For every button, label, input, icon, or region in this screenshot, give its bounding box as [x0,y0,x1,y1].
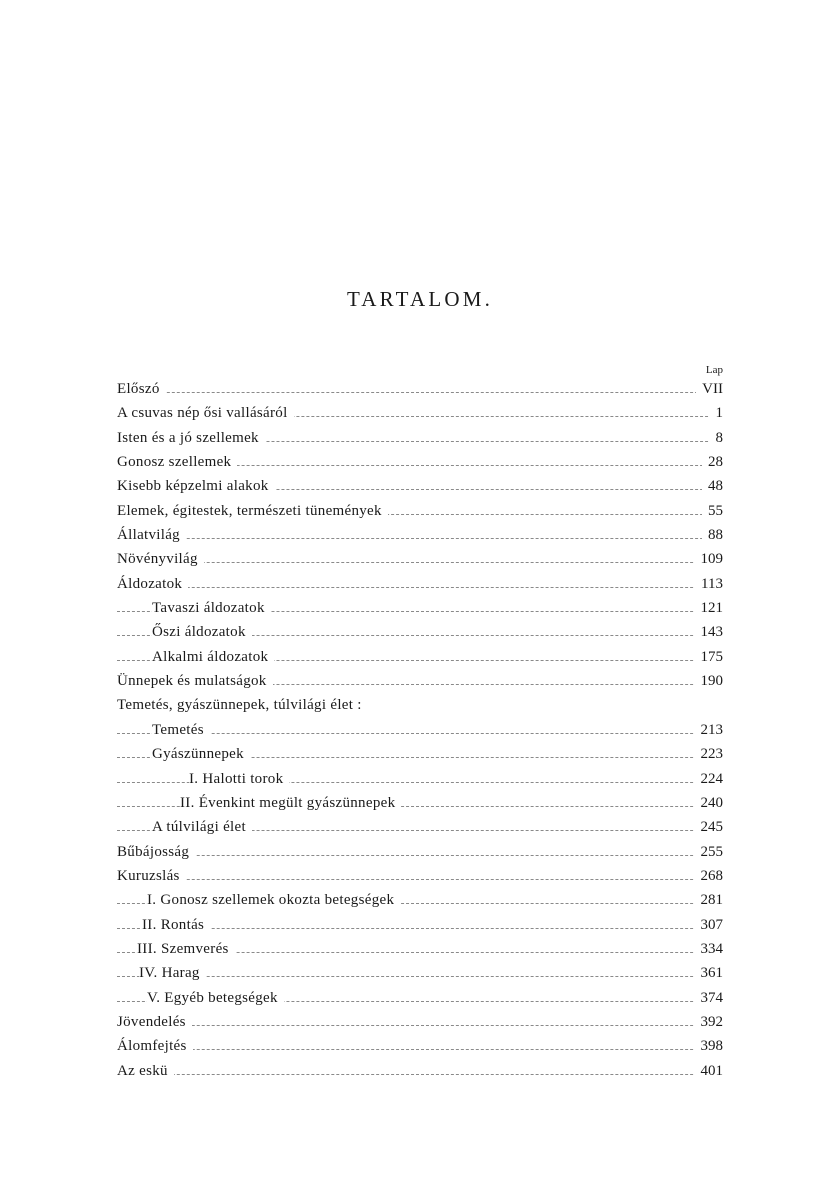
toc-entry [117,1034,723,1058]
toc-entry [117,669,723,693]
toc-entry [117,1010,723,1034]
toc-entry [117,693,723,717]
toc-entry [117,547,723,571]
toc-entry-page: 307 [695,913,724,937]
page-column-header: Lap [705,364,723,376]
toc-entry-title: Jövendelés [117,1014,192,1030]
toc-entry-title: Álomfejtés [117,1038,193,1054]
dot-leader [117,587,723,588]
toc-entry-title: Növényvilág [117,551,204,567]
toc-entry-page: 374 [695,986,724,1010]
toc-entry-page: 240 [695,791,724,815]
toc-entry-page: 175 [695,645,724,669]
toc-entry-title: Temetés, gyászünnepek, túlvilági élet : [117,697,368,713]
toc-entry-title: Őszi áldozatok [152,624,252,640]
toc-entry-title: II. Évenkint megült gyászünnepek [180,795,401,811]
toc-entry-page: 398 [695,1034,724,1058]
toc-entry-title: Kisebb képzelmi alakok [117,478,275,494]
toc-entry-page: 8 [710,426,724,450]
toc-entry [117,474,723,498]
toc-entry [117,961,723,985]
toc-entry [117,401,723,425]
toc-entry-page: 55 [702,499,723,523]
toc-entry-title: Előszó [117,381,166,397]
table-of-contents [117,363,723,1083]
toc-entry [117,377,723,401]
toc-entry [117,572,723,596]
toc-entry-page: 28 [702,450,723,474]
toc-entry [117,620,723,644]
toc-entry-page: 361 [695,961,724,985]
dot-leader [117,1025,723,1026]
toc-entry-page: 213 [695,718,724,742]
toc-entry-page: 190 [695,669,724,693]
dot-leader [117,562,723,563]
toc-entry [117,791,723,815]
toc-entry-page: 268 [695,864,724,888]
toc-entry [117,913,723,937]
toc-entry-page: 223 [695,742,724,766]
toc-entry-title: Áldozatok [117,576,188,592]
toc-entry [117,742,723,766]
toc-entry-title: II. Rontás [142,917,210,933]
dot-leader [117,1049,723,1050]
toc-entry-page: VII [696,377,723,401]
toc-entry-page: 281 [695,888,724,912]
toc-entry-page: 255 [695,840,724,864]
toc-entry [117,596,723,620]
toc-entry-title: Ünnepek és mulatságok [117,673,273,689]
toc-entry-title: Az eskü [117,1063,174,1079]
toc-entry-title: Bűbájosság [117,844,195,860]
toc-list [117,377,723,1083]
toc-entry [117,767,723,791]
toc-entry-title: Tavaszi áldozatok [152,600,271,616]
toc-entry-page: 1 [710,401,724,425]
toc-entry-page: 121 [695,596,724,620]
toc-entry [117,937,723,961]
toc-entry [117,523,723,547]
toc-entry-title: Gonosz szellemek [117,454,237,470]
toc-entry-page: 224 [695,767,724,791]
toc-entry-title: Állatvilág [117,527,186,543]
toc-entry [117,986,723,1010]
toc-entry [117,499,723,523]
toc-entry-title: Isten és a jó szellemek [117,430,265,446]
toc-entry-title: V. Egyéb betegségek [147,990,284,1006]
toc-entry-page: 48 [702,474,723,498]
toc-entry-page: 113 [695,572,723,596]
toc-entry-page: 109 [695,547,724,571]
dot-leader [117,538,723,539]
toc-entry-title: I. Gonosz szellemek okozta betegségek [147,892,400,908]
toc-entry [117,864,723,888]
toc-entry-title: Gyászünnepek [152,746,250,762]
toc-entry [117,718,723,742]
toc-entry-title: A csuvas nép ősi vallásáról [117,405,294,421]
dot-leader [117,879,723,880]
dot-leader [117,976,723,977]
toc-entry [117,426,723,450]
toc-entry-title: Alkalmi áldozatok [152,649,274,665]
toc-entry [117,1059,723,1083]
toc-entry-page: 392 [695,1010,724,1034]
toc-entry-title: III. Szemverés [137,941,235,957]
toc-entry [117,840,723,864]
page-title: TARTALOM. [346,287,494,311]
toc-entry-title: IV. Harag [139,965,206,981]
toc-entry [117,450,723,474]
toc-entry-title: Temetés [152,722,210,738]
toc-entry-page: 401 [695,1059,724,1083]
toc-entry-page: 334 [695,937,724,961]
toc-entry-title: A túlvilági élet [152,819,252,835]
toc-entry-page: 245 [695,815,724,839]
toc-entry-page: 143 [695,620,724,644]
toc-entry [117,888,723,912]
toc-entry-title: Elemek, égitestek, természeti tünemények [117,503,388,519]
dot-leader [117,392,723,393]
dot-leader [117,855,723,856]
toc-entry [117,815,723,839]
dot-leader [117,1074,723,1075]
toc-entry-title: Kuruzslás [117,868,186,884]
toc-entry-page: 88 [702,523,723,547]
toc-entry-title: I. Halotti torok [189,771,289,787]
toc-entry [117,645,723,669]
